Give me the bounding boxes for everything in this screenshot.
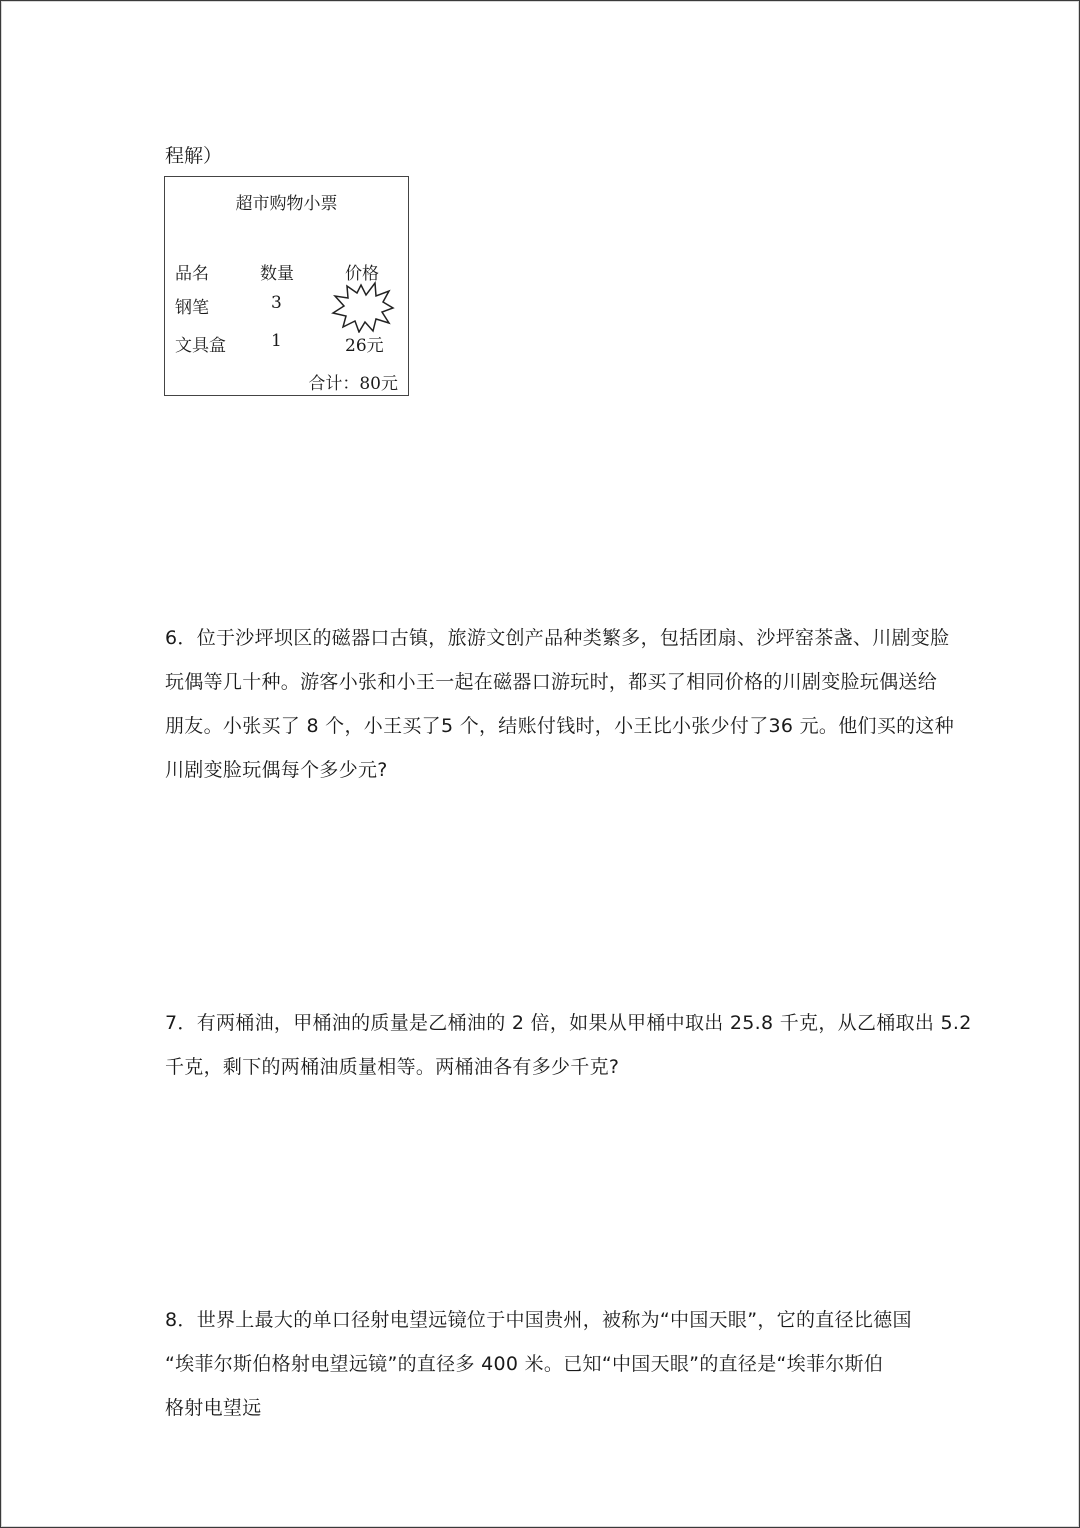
receipt-row-price: 26元 [345, 336, 384, 356]
question-line: 朋友。小张买了 8 个，小王买了5 个，结账付钱时，小王比小张少付了36 元。他们买的这种 [165, 715, 955, 737]
receipt-row-name: 钢笔 [175, 298, 209, 318]
question-line: 千克，剩下的两桶油质量相等。两桶油各有多少千克? [165, 1056, 620, 1078]
continuation-text: 程解） [165, 145, 223, 167]
receipt-header-price: 价格 [345, 264, 379, 284]
question-line: “埃菲尔斯伯格射电望远镜”的直径多 400 米。已知“中国天眼”的直径是“埃菲尔斯伯 [165, 1353, 884, 1375]
receipt-header-name: 品名 [175, 264, 209, 284]
question-line: 6．位于沙坪坝区的磁器口古镇，旅游文创产品种类繁多，包括团扇、沙坪窑茶盏、川剧变脸 [165, 627, 950, 649]
question-line: 格射电望远 [165, 1397, 262, 1419]
question-7 [165, 1001, 972, 1089]
question-8 [165, 1298, 925, 1430]
shopping-receipt [164, 176, 409, 396]
question-line: 玩偶等几十种。游客小张和小王一起在磁器口游玩时，都买了相同价格的川剧变脸玩偶送给 [165, 671, 938, 693]
receipt-header-qty: 数量 [260, 264, 294, 284]
receipt-total: 合计：80元 [308, 374, 398, 394]
receipt-row-qty: 1 [271, 331, 282, 351]
question-line: 川剧变脸玩偶每个多少元? [165, 759, 388, 781]
receipt-row-qty: 3 [271, 293, 282, 313]
torn-starburst-icon [331, 281, 395, 333]
receipt-title: 超市购物小票 [235, 194, 338, 214]
question-line: 8．世界上最大的单口径射电望远镜位于中国贵州，被称为“中国天眼”，它的直径比德国 [165, 1309, 912, 1331]
question-line: 7．有两桶油，甲桶油的质量是乙桶油的 2 倍，如果从甲桶中取出 25.8 千克，从乙桶取出 5.2 [165, 1012, 972, 1034]
receipt-row-name: 文具盒 [175, 336, 226, 356]
question-6 [165, 616, 955, 792]
